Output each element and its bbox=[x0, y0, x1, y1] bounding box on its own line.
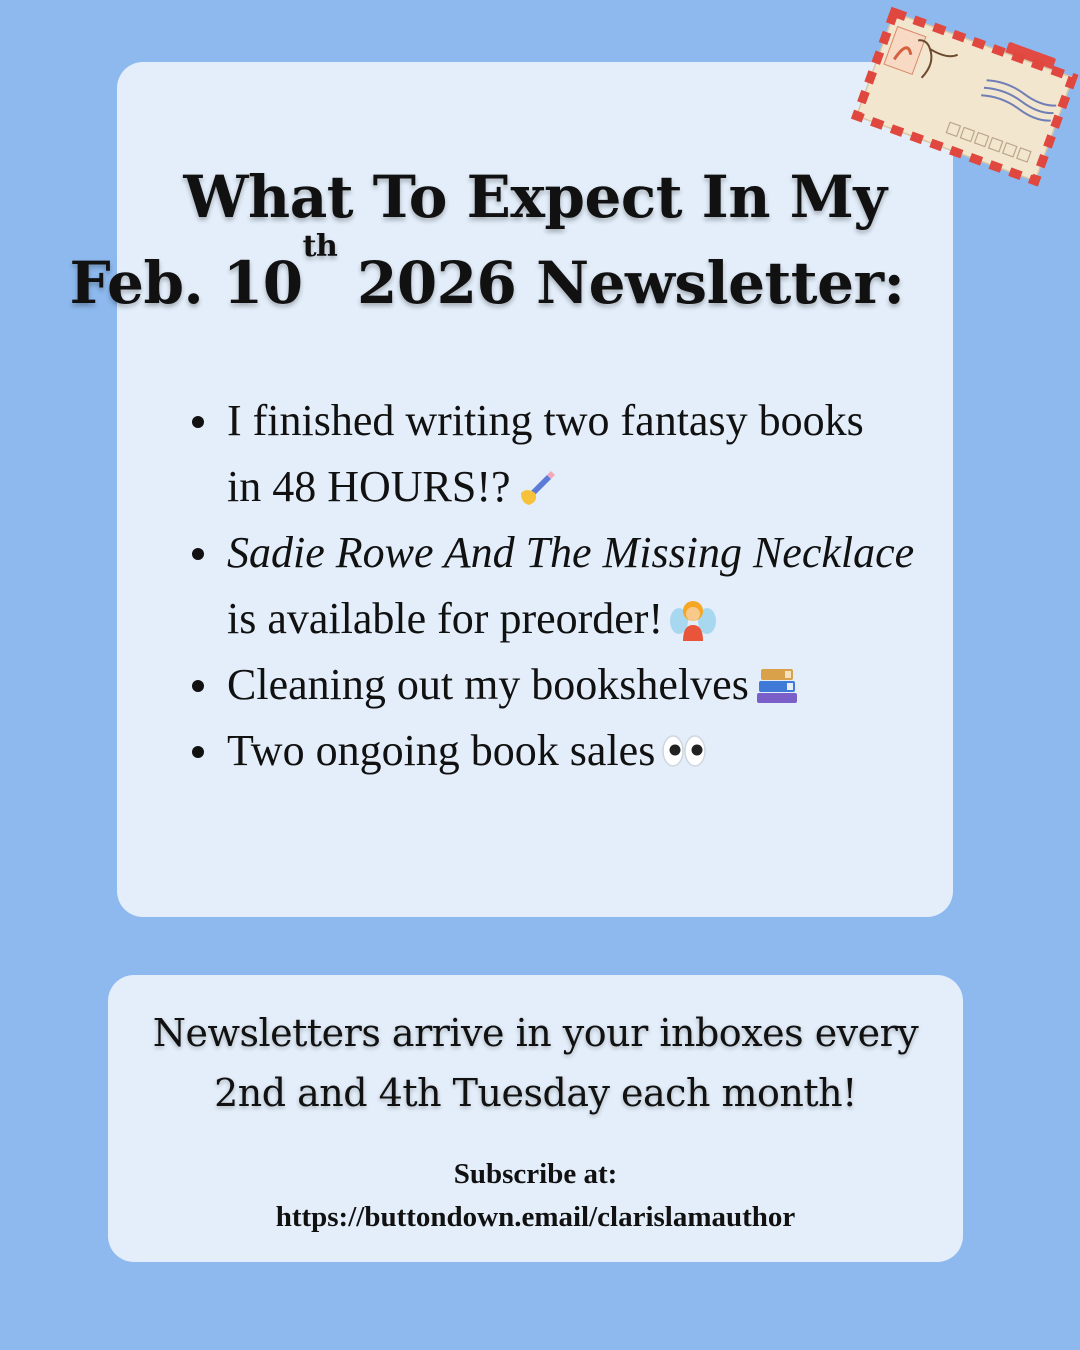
title-ordinal-suffix: th bbox=[302, 229, 338, 264]
book-title: Sadie Rowe And The Missing Necklace bbox=[227, 528, 915, 577]
bullet-1-line-2: in 48 HOURS!? bbox=[227, 462, 511, 511]
highlights-list bbox=[187, 388, 947, 784]
fairy-icon bbox=[669, 597, 717, 641]
bullet-4-text: Two ongoing book sales bbox=[227, 726, 656, 775]
subscribe-info bbox=[108, 1153, 963, 1239]
envelope-illustration bbox=[840, 0, 1080, 190]
eyes-icon bbox=[661, 734, 707, 768]
bullet-1-line-1: I finished writing two fantasy books bbox=[227, 396, 864, 445]
schedule-note bbox=[108, 1003, 963, 1123]
title-newsletter-text: 2026 Newsletter: bbox=[337, 249, 905, 317]
schedule-line-2: 2nd and 4th Tuesday each month! bbox=[214, 1071, 857, 1115]
footer-card bbox=[108, 975, 963, 1262]
list-item bbox=[187, 388, 947, 520]
list-item bbox=[187, 718, 947, 784]
page-title bbox=[69, 154, 953, 326]
books-icon bbox=[755, 665, 799, 705]
writing-hand-icon bbox=[517, 467, 557, 507]
title-line-2 bbox=[21, 229, 953, 326]
bullet-3-text: Cleaning out my bookshelves bbox=[227, 660, 749, 709]
schedule-line-1: Newsletters arrive in your inboxes every bbox=[152, 1011, 919, 1055]
title-date: Feb. 10 bbox=[69, 249, 303, 317]
bullet-2-line-2: is available for preorder! bbox=[227, 594, 664, 643]
subscribe-label: Subscribe at: bbox=[453, 1158, 618, 1190]
list-item bbox=[187, 652, 947, 718]
main-card bbox=[69, 62, 953, 917]
list-item bbox=[187, 520, 947, 652]
title-line-1: What To Expect In My bbox=[183, 163, 887, 231]
subscribe-url[interactable]: https://buttondown.email/clarislamauthor bbox=[275, 1201, 796, 1233]
